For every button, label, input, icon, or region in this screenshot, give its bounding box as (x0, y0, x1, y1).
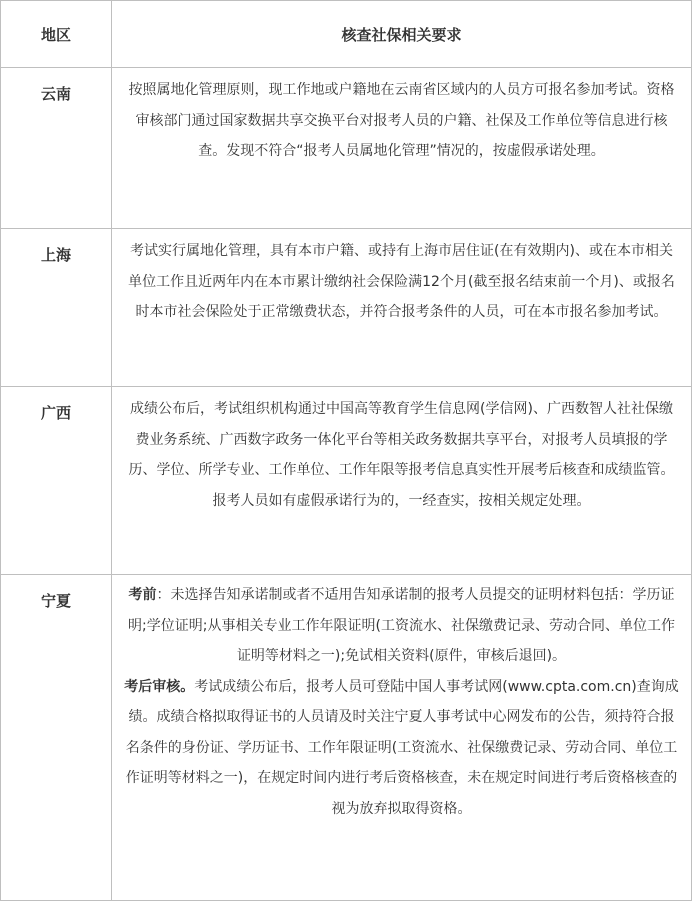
table-header-row (1, 1, 692, 68)
region-cell: 广西 (1, 387, 112, 575)
requirement-cell: 成绩公布后，考试组织机构通过中国高等教育学生信息网(学信网)、广西数智人社社保缴费业务系统、广西数字政务一体化平台等相关政务数据共享平台，对报考人员填报的学历、学位、所学专业、工作单位、工作年限等报考信息真实性开展考后核查和成绩监管。报考人员如有虚假承诺行为的，一经查实，按相关规定处理。 (112, 387, 692, 575)
pre-exam-text: ：未选择告知承诺制或者不适用告知承诺制的报考人员提交的证明材料包括：学历证明;学位证明;从事相关专业工作年限证明(工资流水、社保缴费记录、劳动合同、单位工作证明等材料之一);免试相关资料(原件，审核后退回)。 (128, 587, 675, 664)
region-cell: 上海 (1, 229, 112, 387)
table-row (1, 229, 692, 387)
header-requirements: 核查社保相关要求 (112, 1, 692, 68)
table-row (1, 387, 692, 575)
requirement-cell: 考试实行属地化管理，具有本市户籍、或持有上海市居住证(在有效期内)、或在本市相关单位工作且近两年内在本市累计缴纳社会保险满12个月(截至报名结束前一个月)、或报名时本市社会保险处于正常缴费状态，并符合报考条件的人员，可在本市报名参加考试。 (112, 229, 692, 387)
region-cell: 宁夏 (1, 575, 112, 901)
table-row (1, 575, 692, 901)
requirement-cell: 按照属地化管理原则，现工作地或户籍地在云南省区域内的人员方可报名参加考试。资格审核部门通过国家数据共享交换平台对报考人员的户籍、社保及工作单位等信息进行核查。发现不符合“报考人员属地化管理”情况的，按虚假承诺处理。 (112, 68, 692, 229)
pre-exam-heading: 考前 (128, 587, 157, 603)
header-region: 地区 (1, 1, 112, 68)
region-cell: 云南 (1, 68, 112, 229)
post-exam-paragraph (124, 672, 679, 825)
table-row (1, 68, 692, 229)
post-exam-heading: 考后审核。 (124, 678, 195, 695)
pre-exam-paragraph (124, 580, 679, 672)
requirement-cell (112, 575, 692, 901)
post-exam-text: 考试成绩公布后，报考人员可登陆中国人事考试网(www.cpta.com.cn)查询成绩。成绩合格拟取得证书的人员请及时关注宁夏人事考试中心网发布的公告，须持符合报名条件的身份证、学历证书、工作年限证明(工资流水、社保缴费记录、劳动合同、单位工作证明等材料之一)，在规定时间内进行考后资格核查，未在规定时间进行考后资格核查的视为放弃拟取得资格。 (125, 678, 679, 817)
